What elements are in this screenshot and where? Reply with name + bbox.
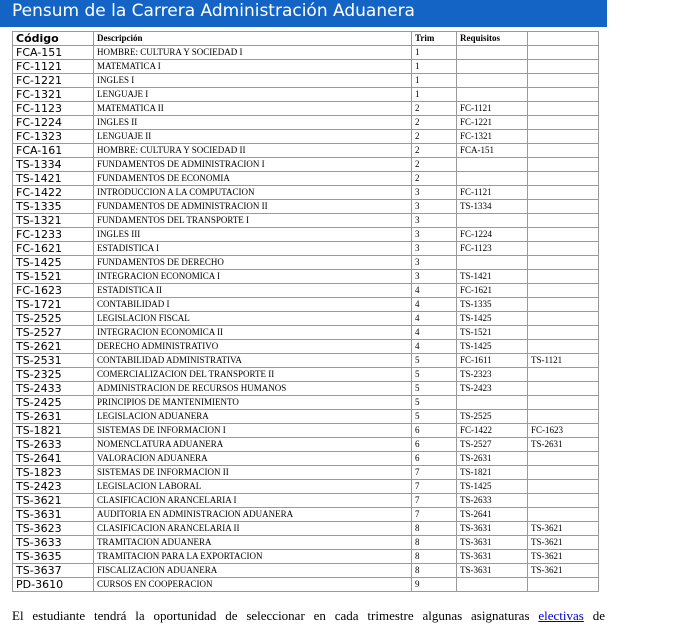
course-description: ESTADISTICA I — [94, 242, 412, 256]
course-description: CLASIFICACION ARANCELARIA I — [94, 494, 412, 508]
table-row — [13, 102, 599, 116]
course-prerequisite-2 — [528, 88, 599, 102]
table-row — [13, 88, 599, 102]
course-description: INTRODUCCION A LA COMPUTACION — [94, 186, 412, 200]
paragraph-text-start: El estudiante tendrá la oportunidad de seleccionar en cada trimestre algunas asignaturas — [12, 608, 539, 623]
course-trimester: 6 — [412, 424, 457, 438]
course-prerequisite-2 — [528, 228, 599, 242]
course-trimester: 8 — [412, 550, 457, 564]
table-row — [13, 494, 599, 508]
course-prerequisite-1: FC-1221 — [457, 116, 528, 130]
course-code: TS-2425 — [13, 396, 94, 410]
course-prerequisite-1: TS-2525 — [457, 410, 528, 424]
course-code: TS-3635 — [13, 550, 94, 564]
course-code: TS-2423 — [13, 480, 94, 494]
table-row — [13, 424, 599, 438]
course-description: TRAMITACION PARA LA EXPORTACION — [94, 550, 412, 564]
course-prerequisite-1: TS-2633 — [457, 494, 528, 508]
course-trimester: 3 — [412, 256, 457, 270]
table-row — [13, 354, 599, 368]
course-prerequisite-2 — [528, 326, 599, 340]
electivas-link[interactable]: electivas — [538, 608, 584, 623]
course-prerequisite-2 — [528, 340, 599, 354]
course-prerequisite-1: TS-1421 — [457, 270, 528, 284]
course-prerequisite-2 — [528, 508, 599, 522]
course-prerequisite-2 — [528, 200, 599, 214]
course-code: FC-1323 — [13, 130, 94, 144]
course-prerequisite-1: TS-1425 — [457, 340, 528, 354]
course-code: TS-3623 — [13, 522, 94, 536]
course-description: ESTADISTICA II — [94, 284, 412, 298]
course-description: LEGISLACION FISCAL — [94, 312, 412, 326]
course-code: FC-1224 — [13, 116, 94, 130]
table-row — [13, 312, 599, 326]
table-row — [13, 522, 599, 536]
course-code: TS-3637 — [13, 564, 94, 578]
course-prerequisite-2 — [528, 74, 599, 88]
course-description: INTEGRACION ECONOMICA I — [94, 270, 412, 284]
course-description: HOMBRE: CULTURA Y SOCIEDAD II — [94, 144, 412, 158]
table-row — [13, 242, 599, 256]
course-prerequisite-1: TS-2631 — [457, 452, 528, 466]
course-prerequisite-1 — [457, 60, 528, 74]
course-prerequisite-2 — [528, 284, 599, 298]
course-description: LEGISLACION ADUANERA — [94, 410, 412, 424]
column-header-requisitos-2 — [528, 32, 599, 46]
table-row — [13, 298, 599, 312]
course-prerequisite-2 — [528, 270, 599, 284]
course-prerequisite-2 — [528, 410, 599, 424]
pensum-table — [12, 31, 599, 592]
course-description: MATEMATICA I — [94, 60, 412, 74]
course-trimester: 3 — [412, 270, 457, 284]
table-row — [13, 326, 599, 340]
column-header-description: Descripción — [94, 32, 412, 46]
table-row — [13, 74, 599, 88]
course-prerequisite-1: TS-3631 — [457, 522, 528, 536]
table-row — [13, 578, 599, 592]
course-trimester: 2 — [412, 144, 457, 158]
course-prerequisite-1: FC-1321 — [457, 130, 528, 144]
course-trimester: 5 — [412, 410, 457, 424]
course-trimester: 5 — [412, 354, 457, 368]
course-description: LENGUAJE I — [94, 88, 412, 102]
table-row — [13, 382, 599, 396]
course-description: FUNDAMENTOS DE ADMINISTRACION II — [94, 200, 412, 214]
course-trimester: 6 — [412, 452, 457, 466]
table-row — [13, 200, 599, 214]
table-row — [13, 438, 599, 452]
course-prerequisite-2 — [528, 494, 599, 508]
course-prerequisite-2 — [528, 46, 599, 60]
course-description: INGLES II — [94, 116, 412, 130]
course-prerequisite-2: TS-2631 — [528, 438, 599, 452]
course-code: TS-1721 — [13, 298, 94, 312]
course-description: ADMINISTRACION DE RECURSOS HUMANOS — [94, 382, 412, 396]
course-prerequisite-2 — [528, 480, 599, 494]
course-prerequisite-2 — [528, 368, 599, 382]
table-row — [13, 116, 599, 130]
course-prerequisite-1: TS-3631 — [457, 564, 528, 578]
course-trimester: 5 — [412, 382, 457, 396]
course-code: TS-1334 — [13, 158, 94, 172]
course-trimester: 1 — [412, 46, 457, 60]
column-header-code: Código — [13, 32, 94, 46]
table-row — [13, 564, 599, 578]
course-prerequisite-1 — [457, 214, 528, 228]
course-trimester: 3 — [412, 214, 457, 228]
course-prerequisite-1: TS-1425 — [457, 480, 528, 494]
course-code: TS-2527 — [13, 326, 94, 340]
course-trimester: 1 — [412, 60, 457, 74]
table-row — [13, 144, 599, 158]
table-row — [13, 452, 599, 466]
course-trimester: 7 — [412, 466, 457, 480]
course-trimester: 3 — [412, 242, 457, 256]
course-prerequisite-1: TS-2423 — [457, 382, 528, 396]
course-trimester: 5 — [412, 396, 457, 410]
course-trimester: 2 — [412, 116, 457, 130]
course-code: TS-1521 — [13, 270, 94, 284]
course-prerequisite-2 — [528, 214, 599, 228]
course-trimester: 1 — [412, 74, 457, 88]
table-row — [13, 60, 599, 74]
course-trimester: 6 — [412, 438, 457, 452]
course-trimester: 4 — [412, 284, 457, 298]
course-prerequisite-1: FC-1224 — [457, 228, 528, 242]
course-trimester: 4 — [412, 326, 457, 340]
course-description: SISTEMAS DE INFORMACION I — [94, 424, 412, 438]
course-description: AUDITORIA EN ADMINISTRACION ADUANERA — [94, 508, 412, 522]
course-code: FC-1321 — [13, 88, 94, 102]
course-trimester: 4 — [412, 340, 457, 354]
course-code: FC-1123 — [13, 102, 94, 116]
course-description: MATEMATICA II — [94, 102, 412, 116]
table-row — [13, 256, 599, 270]
table-row — [13, 158, 599, 172]
course-prerequisite-1: TS-2323 — [457, 368, 528, 382]
course-prerequisite-1: TS-1521 — [457, 326, 528, 340]
course-code: TS-1821 — [13, 424, 94, 438]
course-trimester: 2 — [412, 172, 457, 186]
course-prerequisite-1: TS-1425 — [457, 312, 528, 326]
course-trimester: 3 — [412, 200, 457, 214]
paragraph-text-end: de — [583, 608, 605, 623]
course-prerequisite-2 — [528, 382, 599, 396]
course-description: DERECHO ADMINISTRATIVO — [94, 340, 412, 354]
table-row — [13, 130, 599, 144]
course-prerequisite-2 — [528, 242, 599, 256]
course-description: FISCALIZACION ADUANERA — [94, 564, 412, 578]
course-code: TS-2433 — [13, 382, 94, 396]
course-trimester: 3 — [412, 228, 457, 242]
course-code: TS-1335 — [13, 200, 94, 214]
course-prerequisite-2 — [528, 312, 599, 326]
table-row — [13, 172, 599, 186]
course-description: TRAMITACION ADUANERA — [94, 536, 412, 550]
course-trimester: 4 — [412, 298, 457, 312]
course-code: TS-2531 — [13, 354, 94, 368]
course-trimester: 2 — [412, 158, 457, 172]
course-trimester: 8 — [412, 522, 457, 536]
course-prerequisite-2 — [528, 396, 599, 410]
course-trimester: 2 — [412, 102, 457, 116]
course-prerequisite-1: FC-1123 — [457, 242, 528, 256]
course-prerequisite-1: TS-2527 — [457, 438, 528, 452]
table-row — [13, 340, 599, 354]
course-prerequisite-1 — [457, 46, 528, 60]
electives-paragraph — [12, 608, 657, 624]
page-title: Pensum de la Carrera Administración Aduanera — [0, 0, 607, 27]
course-description: VALORACION ADUANERA — [94, 452, 412, 466]
course-description: FUNDAMENTOS DE DERECHO — [94, 256, 412, 270]
course-prerequisite-1: TS-1334 — [457, 200, 528, 214]
table-row — [13, 466, 599, 480]
table-header-row — [13, 32, 599, 46]
course-prerequisite-1 — [457, 578, 528, 592]
course-prerequisite-1: FC-1611 — [457, 354, 528, 368]
course-code: FC-1233 — [13, 228, 94, 242]
course-description: HOMBRE: CULTURA Y SOCIEDAD I — [94, 46, 412, 60]
table-row — [13, 46, 599, 60]
course-trimester: 8 — [412, 564, 457, 578]
course-code: FCA-161 — [13, 144, 94, 158]
course-prerequisite-2 — [528, 452, 599, 466]
course-trimester: 8 — [412, 536, 457, 550]
course-prerequisite-1: TS-1821 — [457, 466, 528, 480]
course-description: SISTEMAS DE INFORMACION II — [94, 466, 412, 480]
course-description: CLASIFICACION ARANCELARIA II — [94, 522, 412, 536]
table-row — [13, 410, 599, 424]
course-trimester: 2 — [412, 130, 457, 144]
course-code: FC-1221 — [13, 74, 94, 88]
course-description: COMERCIALIZACION DEL TRANSPORTE II — [94, 368, 412, 382]
course-code: TS-1421 — [13, 172, 94, 186]
course-prerequisite-1: TS-3631 — [457, 536, 528, 550]
course-code: TS-3631 — [13, 508, 94, 522]
column-header-trim: Trim — [412, 32, 457, 46]
course-prerequisite-1: FC-1621 — [457, 284, 528, 298]
course-code: TS-2631 — [13, 410, 94, 424]
course-prerequisite-1 — [457, 172, 528, 186]
course-code: PD-3610 — [13, 578, 94, 592]
course-prerequisite-1: TS-1335 — [457, 298, 528, 312]
course-description: FUNDAMENTOS DE ECONOMIA — [94, 172, 412, 186]
course-code: FC-1422 — [13, 186, 94, 200]
table-row — [13, 550, 599, 564]
table-row — [13, 368, 599, 382]
course-code: FC-1121 — [13, 60, 94, 74]
course-trimester: 7 — [412, 480, 457, 494]
course-code: TS-2633 — [13, 438, 94, 452]
course-prerequisite-1: TS-2641 — [457, 508, 528, 522]
course-prerequisite-2 — [528, 116, 599, 130]
course-description: CONTABILIDAD ADMINISTRATIVA — [94, 354, 412, 368]
course-prerequisite-1 — [457, 396, 528, 410]
table-row — [13, 508, 599, 522]
course-prerequisite-1: FC-1121 — [457, 102, 528, 116]
course-prerequisite-1 — [457, 74, 528, 88]
course-description: INTEGRACION ECONOMICA II — [94, 326, 412, 340]
course-prerequisite-2: TS-3621 — [528, 550, 599, 564]
course-prerequisite-2: TS-3621 — [528, 564, 599, 578]
course-trimester: 3 — [412, 186, 457, 200]
course-code: TS-3633 — [13, 536, 94, 550]
course-prerequisite-2 — [528, 172, 599, 186]
course-code: TS-2325 — [13, 368, 94, 382]
course-prerequisite-2: TS-3621 — [528, 536, 599, 550]
course-code: TS-2525 — [13, 312, 94, 326]
course-prerequisite-2: FC-1623 — [528, 424, 599, 438]
table-row — [13, 396, 599, 410]
table-row — [13, 284, 599, 298]
course-trimester: 5 — [412, 368, 457, 382]
course-description: FUNDAMENTOS DE ADMINISTRACION I — [94, 158, 412, 172]
course-code: FC-1623 — [13, 284, 94, 298]
table-row — [13, 228, 599, 242]
course-description: LEGISLACION LABORAL — [94, 480, 412, 494]
course-description: FUNDAMENTOS DEL TRANSPORTE I — [94, 214, 412, 228]
course-prerequisite-2 — [528, 256, 599, 270]
course-prerequisite-2 — [528, 298, 599, 312]
table-row — [13, 480, 599, 494]
course-trimester: 4 — [412, 312, 457, 326]
course-prerequisite-1: FCA-151 — [457, 144, 528, 158]
course-description: INGLES I — [94, 74, 412, 88]
course-prerequisite-2 — [528, 578, 599, 592]
course-prerequisite-2 — [528, 186, 599, 200]
table-row — [13, 186, 599, 200]
course-description: INGLES III — [94, 228, 412, 242]
table-row — [13, 536, 599, 550]
course-code: TS-3621 — [13, 494, 94, 508]
course-description: PRINCIPIOS DE MANTENIMIENTO — [94, 396, 412, 410]
course-description: CONTABILIDAD I — [94, 298, 412, 312]
column-header-requisitos: Requisitos — [457, 32, 528, 46]
course-trimester: 9 — [412, 578, 457, 592]
course-prerequisite-1: FC-1422 — [457, 424, 528, 438]
course-description: CURSOS EN COOPERACION — [94, 578, 412, 592]
course-code: TS-1321 — [13, 214, 94, 228]
course-trimester: 1 — [412, 88, 457, 102]
course-prerequisite-2 — [528, 130, 599, 144]
course-prerequisite-1 — [457, 88, 528, 102]
course-code: TS-1823 — [13, 466, 94, 480]
course-prerequisite-2 — [528, 158, 599, 172]
course-prerequisite-1 — [457, 158, 528, 172]
course-description: NOMENCLATURA ADUANERA — [94, 438, 412, 452]
course-prerequisite-2 — [528, 102, 599, 116]
course-prerequisite-1: FC-1121 — [457, 186, 528, 200]
course-code: TS-2621 — [13, 340, 94, 354]
course-prerequisite-2: TS-1121 — [528, 354, 599, 368]
course-prerequisite-2 — [528, 60, 599, 74]
course-prerequisite-2: TS-3621 — [528, 522, 599, 536]
course-code: TS-2641 — [13, 452, 94, 466]
course-prerequisite-1 — [457, 256, 528, 270]
course-trimester: 7 — [412, 494, 457, 508]
table-row — [13, 270, 599, 284]
course-prerequisite-2 — [528, 144, 599, 158]
course-code: TS-1425 — [13, 256, 94, 270]
course-prerequisite-2 — [528, 466, 599, 480]
table-row — [13, 214, 599, 228]
course-prerequisite-1: TS-3631 — [457, 550, 528, 564]
course-trimester: 7 — [412, 508, 457, 522]
course-code: FC-1621 — [13, 242, 94, 256]
course-code: FCA-151 — [13, 46, 94, 60]
course-description: LENGUAJE II — [94, 130, 412, 144]
